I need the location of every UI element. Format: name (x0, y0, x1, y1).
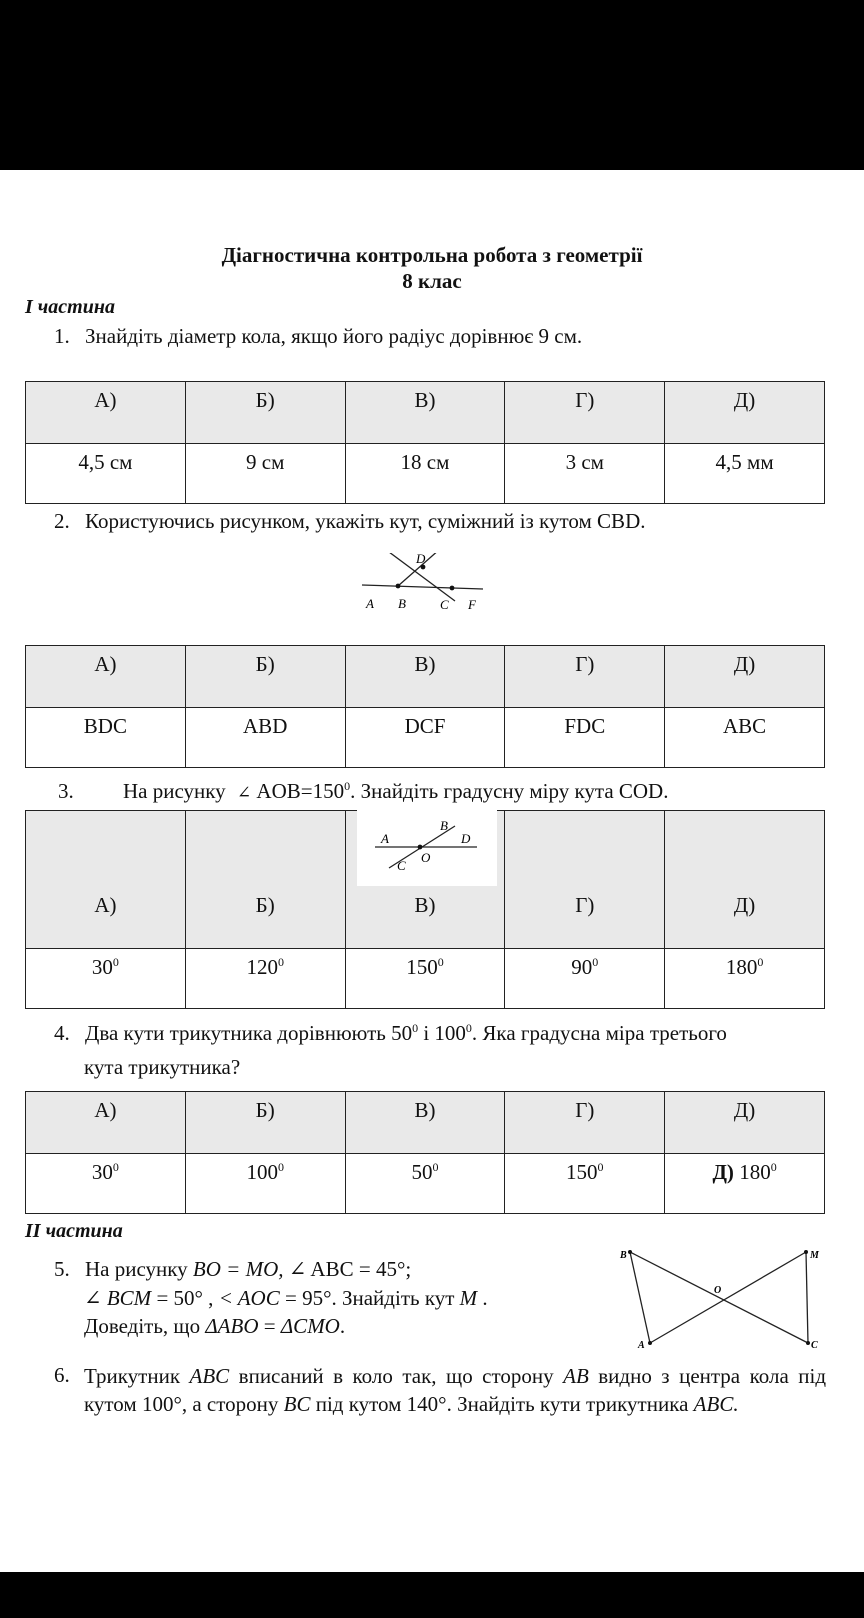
question-6: Трикутник ABC вписаний в коло так, що сторону AB видно з центра кола під кутом 100°, а сторону BC під кутом 140°. Знайдіть кути трикутника ABC. (84, 1364, 827, 1416)
point-b (628, 1250, 632, 1254)
option-value: Д) $180^0$ (665, 1154, 825, 1214)
worksheet-page (0, 170, 864, 1572)
option-header: Д) (665, 1092, 825, 1154)
part-2-heading: ІІ частина (25, 1220, 123, 1242)
figure-q2 (360, 553, 490, 613)
label-c: C (440, 597, 449, 612)
option-value: DCF (345, 708, 505, 768)
label-a: A (381, 831, 389, 846)
option-header: В) (345, 811, 505, 949)
option-value: $90^0$ (505, 949, 665, 1009)
option-value: ABC (665, 708, 825, 768)
answer-table-q4 (25, 1091, 825, 1214)
option-value: $150^0$ (505, 1154, 665, 1214)
question-text-post: . Знайдіть градусну міру кута COD. (350, 779, 669, 803)
question-5-line-3: Доведіть, що ΔABO = ΔCMO. (84, 1314, 346, 1338)
option-header: А) (26, 811, 186, 949)
question-number: 2. (54, 509, 70, 533)
option-header: А) (26, 1092, 186, 1154)
label-o: O (714, 1285, 722, 1296)
option-header: Д) (665, 811, 825, 949)
question-number: 1. (54, 324, 70, 348)
point-b (396, 584, 401, 589)
label-b: B (398, 596, 406, 611)
option-header: Г) (505, 1092, 665, 1154)
option-header: Д) (665, 382, 825, 444)
label-d: D (416, 553, 426, 566)
option-value: ABD (185, 708, 345, 768)
label-a: A (638, 1340, 645, 1350)
option-header: Б) (185, 1092, 345, 1154)
option-header: Б) (185, 382, 345, 444)
option-value: $100^0$ (185, 1154, 345, 1214)
option-value: BDC (26, 708, 186, 768)
option-value: FDC (505, 708, 665, 768)
label-d: D (461, 831, 471, 846)
option-value: $30^0$ (26, 949, 186, 1009)
angle-sign: ∠ (236, 783, 252, 802)
question-3 (58, 773, 668, 806)
label-c: C (397, 858, 406, 873)
line-ab (630, 1252, 650, 1343)
grade-label: 8 клас (402, 269, 462, 293)
degree-sup: 0 (344, 779, 351, 793)
question-text-pre: На рисунку (123, 779, 226, 803)
option-header: Г) (505, 811, 665, 949)
option-value: $180^0$ (665, 949, 825, 1009)
answer-table-q2 (25, 645, 825, 768)
option-value: 9 см (185, 444, 345, 504)
label-f: F (468, 597, 476, 612)
option-value: 18 см (345, 444, 505, 504)
top-black-bar (0, 0, 864, 170)
option-header: А) (26, 646, 186, 708)
question-angle: AOB=150 (256, 779, 345, 803)
option-header: Б) (185, 646, 345, 708)
label-b: B (620, 1250, 627, 1261)
option-header: Г) (505, 646, 665, 708)
option-value: $50^0$ (345, 1154, 505, 1214)
option-value: $150^0$ (345, 949, 505, 1009)
question-4-line-2: кута трикутника? (84, 1055, 241, 1079)
option-header: Б) (185, 811, 345, 949)
point-a (648, 1341, 652, 1345)
question-number: 4. (54, 1021, 70, 1045)
question-5: 5. На рисунку BO = MO, ∠ ABC = 45°; (54, 1257, 412, 1281)
question-text: Знайдіть діаметр кола, якщо його радіус дорівнює 9 см. (85, 324, 583, 348)
line-mc (806, 1252, 808, 1343)
option-value: 3 см (505, 444, 665, 504)
figure-q3 (357, 808, 497, 886)
option-header: Д) (665, 646, 825, 708)
question-4: 4. Два кути трикутника дорівнюють $50^0$ і $100^0$. Яка градусна міра третього (54, 1021, 727, 1045)
option-header: В) (345, 382, 505, 444)
part-1-heading: І частина (25, 296, 115, 318)
figure-q5 (610, 1238, 850, 1350)
option-value: 4,5 см (26, 444, 186, 504)
page-title: Діагностична контрольна робота з геометрії (221, 243, 643, 267)
option-header: В) (345, 646, 505, 708)
label-m: M (810, 1250, 819, 1261)
question-number: 5. (54, 1257, 70, 1281)
answer-table-q1 (25, 381, 825, 504)
bottom-black-bar (0, 1572, 864, 1618)
question-number: 3. (58, 779, 74, 803)
option-value: $30^0$ (26, 1154, 186, 1214)
question-5-line-2: ∠ BCM = 50° , < AOC = 95°. Знайдіть кут M . (84, 1286, 488, 1310)
line-bc (630, 1252, 808, 1343)
line-af (362, 585, 483, 589)
question-text: Користуючись рисунком, укажіть кут, суміжний із кутом CBD. (85, 509, 646, 533)
option-value: 4,5 мм (665, 444, 825, 504)
label-a: A (366, 596, 374, 611)
label-o: O (421, 850, 431, 865)
label-c: C (811, 1340, 818, 1350)
label-b: B (440, 818, 448, 833)
question-1 (54, 323, 582, 349)
question-6-number: 6. (54, 1363, 70, 1387)
option-header: Г) (505, 382, 665, 444)
point-m (804, 1250, 808, 1254)
point-o (418, 845, 423, 850)
point-c (450, 586, 455, 591)
option-value: $120^0$ (185, 949, 345, 1009)
option-header: В) (345, 1092, 505, 1154)
option-header: А) (26, 382, 186, 444)
point-c (806, 1341, 810, 1345)
question-2 (54, 508, 645, 534)
